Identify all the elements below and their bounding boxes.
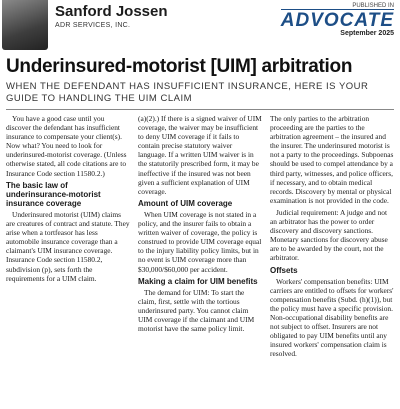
section-heading: Offsets bbox=[270, 265, 298, 275]
firm-name: ADR SERVICES, INC. bbox=[55, 22, 131, 29]
paragraph: When UIM coverage is not stated in a policy, and the insurer fails to obtain a written waiver of coverage, the policy is construed to provide UIM coverage equal to the injury liability policy limits, but in no event is UIM coverage more than $30,000/$60,000 per accident. bbox=[138, 209, 262, 274]
header bbox=[0, 0, 400, 50]
publication-title: ADVOCATE bbox=[280, 10, 394, 31]
paragraph: (a)(2).) If there is a signed waiver of UIM coverage, the waiver may be insufficient to deny UIM coverage if it fails to contain precise statutory waiver language. If a written UIM waiver is in the statutorily prescribed form, it may be ineffective if the insured was not been given a sufficient explanation of UIM coverage. bbox=[138, 114, 262, 196]
section-heading: The basic law of underinsurance-motorist insurance coverage bbox=[6, 180, 101, 208]
section-heading: Making a claim for UIM benefits bbox=[138, 276, 258, 286]
paragraph: The only parties to the arbitration proceeding are the parties to the arbitration agreement – the insured and the insurer. The underinsured motorist is not a party to the proceedings. Subpoenas should be used to compel attendance by a third party, witnesses, and police officers, if necessary, and to obtain medical records. Discovery by mental or physical examination is not provided in the code. bbox=[270, 114, 394, 205]
paragraph: The demand for UIM: To start the claim, first, settle with the tortious underinsured party. You cannot claim UIM coverage if the claimant and UIM motorist have the same policy limit. bbox=[138, 287, 255, 334]
paragraph: Underinsured motorist (UIM) claims are creatures of contract and statute. They arise when a tortfeasor has less automobile insurance coverage than a claimant's UIM insurance coverage. Insurance Code section 11580.2, subdivision (p), sets forth the requirements for a UIM claim. bbox=[6, 209, 130, 283]
column-2 bbox=[138, 114, 262, 361]
paragraph: Workers' compensation benefits: UIM carriers are entitled to offsets for workers' compensation benefits (Subd. (h)(1)), but the policy must have a specific provision. Non-occupational disability benefits are not subject to offset. Insurers are not obligated to pay UIM benefits until any insured workers' compensation claim is resolved. bbox=[270, 276, 394, 359]
paragraph: You have a good case until you discover the defendant has insufficient insurance to compensate your client(s). Now what? You need to look for underinsured-motorist coverage. (Unless otherwise stated, all code citations are to Insurance Code section 11580.2.) bbox=[6, 114, 127, 178]
author-name: Sanford Jossen bbox=[55, 3, 168, 20]
publication-block bbox=[281, 3, 394, 37]
article-subtitle: WHEN THE DEFENDANT HAS INSUFFICIENT INSURANCE, HERE IS YOUR GUIDE TO HANDLING THE UIM CLAIM bbox=[6, 81, 369, 104]
column-1 bbox=[6, 114, 130, 361]
section-heading: Amount of UIM coverage bbox=[138, 198, 233, 208]
publication-label: PUBLISHED IN bbox=[352, 3, 394, 9]
article-body bbox=[0, 110, 400, 361]
author-photo bbox=[2, 0, 48, 50]
paragraph: Judicial requirement: A judge and not an arbitrator has the power to order discovery and discovery sanctions. Monetary sanctions for discovery abuse are to be awarded by the court, not the arbitrator. bbox=[270, 207, 388, 263]
publication-date: September 2025 bbox=[340, 30, 394, 37]
article-title: Underinsured-motorist [UIM] arbitration bbox=[6, 56, 353, 77]
column-3 bbox=[270, 114, 394, 361]
